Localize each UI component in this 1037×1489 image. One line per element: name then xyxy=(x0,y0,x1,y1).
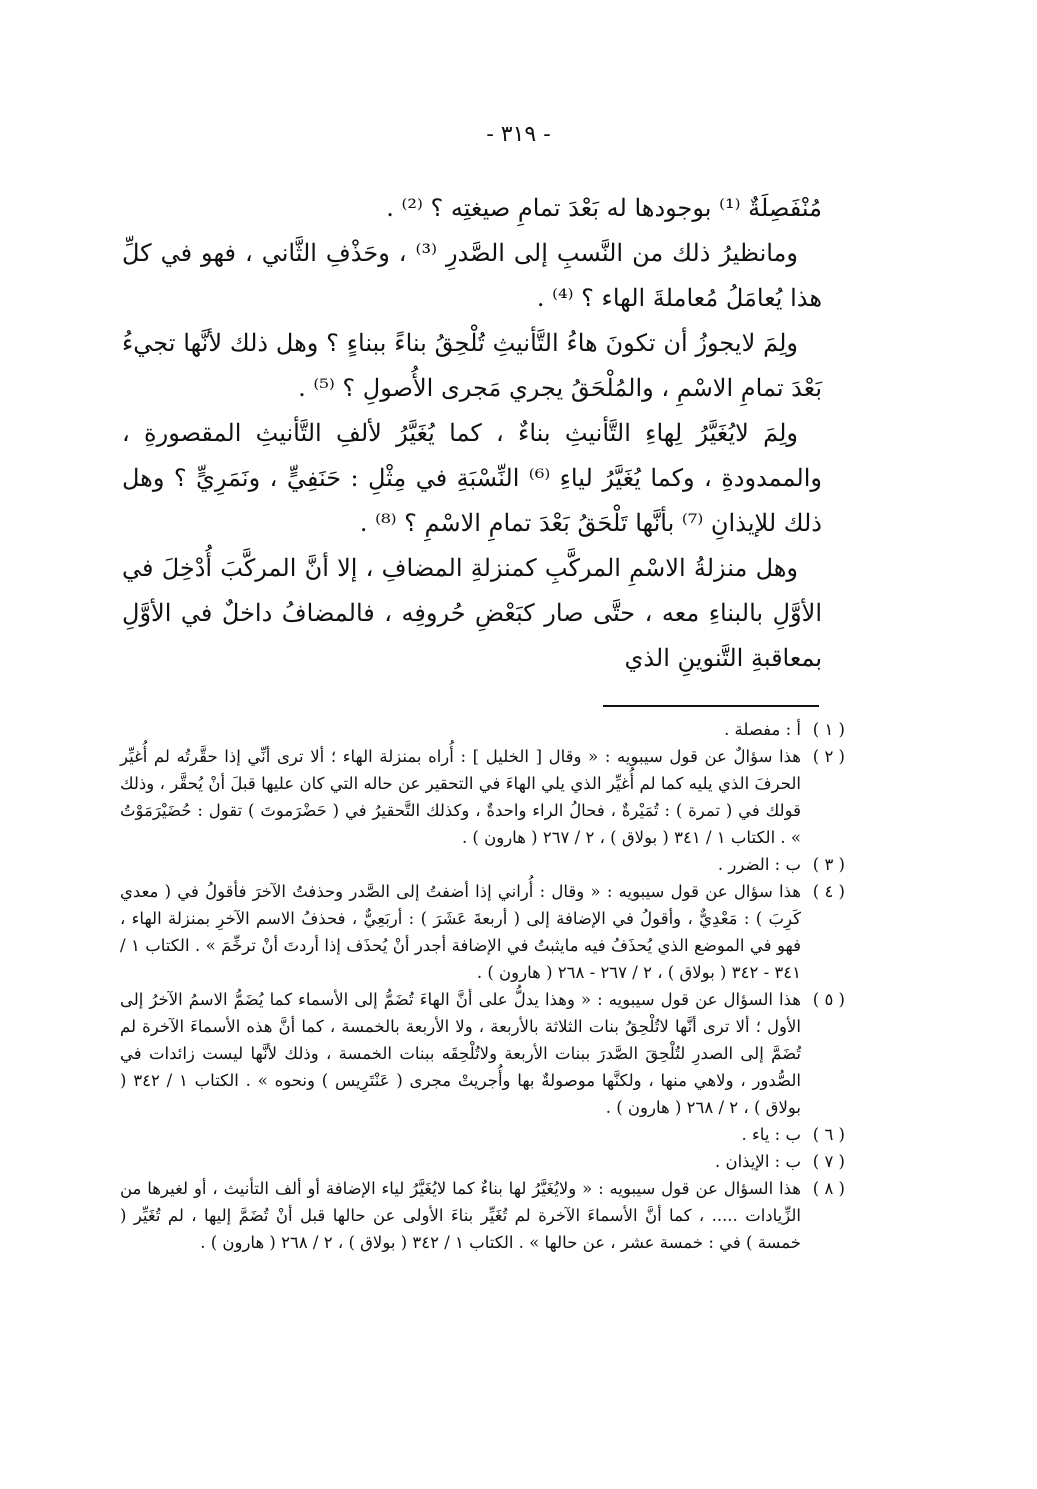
footnote-number: ( ٣ ) xyxy=(812,855,845,874)
footnote-number: ( ٢ ) xyxy=(812,747,845,766)
footnote-text: هذا السؤال عن قول سيبويه : « وهذا يدلُّ على أنَّ الهاءَ تُضَمُّ إلى الأسماء كما يُضَمُّ الاسمُ الآخرُ إلى الأول ؛ ألا ترى أنَّها لاتُلْحِقُ بنات الثلاثة بالأربعة ، ولا الأربعة بالخمسة ، كما أنَّ هذه الأسماءَ الآخرة لم تُضَمَّ إلى الصدرِ لتُلْحِقَ الصَّدرَ ببنات الأربعة ولاتُلْحِقَه ببنات الخمسة ، وذلك لأنَّها ليست زائدات في الصُّدور ، ولاهي منها ، ولكنَّها موصولةٌ بها وأُجريتْ مجرى ( عَنْتَرِيس ) ونحوه » . الكتاب ١ / ٣٤٢ ( بولاق ) ، ٢ / ٢٦٨ ( هارون ) . xyxy=(120,990,801,1117)
footnote xyxy=(120,878,845,986)
footnote-divider xyxy=(603,705,819,707)
footnote xyxy=(120,1148,845,1175)
body-paragraph: ولِمَ لايُغَيَّرُ لِهاءِ التَّأنيثِ بناءٌ ، كما يُغَيَّرُ لألفِ التَّأنيثِ المقصورةِ ، والممدودةِ ، وكما يُغَيَّرُ لياءِ ⁽⁶⁾ النِّسْبَةِ في مِثْلِ : حَنَفِيٍّ ، ونَمَرِيٍّ ؟ وهل ذلك للإيذانِ ⁽⁷⁾ بأنَّها تَلْحَقُ بَعْدَ تمامِ الاسْمِ ؟ ⁽⁸⁾ . xyxy=(122,419,822,537)
footnote-text: ب : الإيذان . xyxy=(714,1152,801,1171)
footnote xyxy=(120,716,845,743)
footnote xyxy=(120,743,845,851)
footnote-text: هذا سؤال عن قول سيبويه : « وقال : أُراني إذا أضفتُ إلى الصَّدر وحذفتُ الآخرَ فأقولُ في ( معدي كَرِبَ ) : مَعْدِيٌّ ، وأقولُ في الإضافة إلى ( أربعةَ عَشَرَ ) : أربَعِيٌّ ، فحذفُ الاسم الآخرِ بمنزلة الهاء ، فهو في الموضع الذي يُحذَفُ فيه مايثبتُ في الإضافة أجدر أنْ يُحذَف إذا أردتَ أنْ ترخِّمَ » . الكتاب ١ / ٣٤١ - ٣٤٢ ( بولاق ) ، ٢ / ٢٦٧ - ٢٦٨ ( هارون ) . xyxy=(120,882,801,982)
page-number: - ٣١٩ - xyxy=(486,122,551,147)
footnote-number: ( ٥ ) xyxy=(812,990,845,1009)
body-paragraph: وهل منزلةُ الاسْمِ المركَّبِ كمنزلةِ المضافِ ، إلا أنَّ المركَّبَ أُدْخِلَ في الأوَّلِ بالبناءِ معه ، حتَّى صار كبَعْضِ حُروفِه ، فالمضافُ داخلٌ في الأوَّلِ بمعاقبةِ التَّنوينِ الذي xyxy=(122,554,822,672)
footnote-number: ( ٦ ) xyxy=(812,1125,845,1144)
body-paragraph: مُنْفَصِلَةٌ ⁽¹⁾ بوجودها له بَعْدَ تمامِ صيغتِه ؟ ⁽²⁾ . xyxy=(386,194,822,222)
footnote xyxy=(120,851,845,878)
footnote-number: ( ٧ ) xyxy=(812,1152,845,1171)
main-text xyxy=(122,186,822,681)
footnote-text: هذا سؤالٌ عن قول سيبويه : « وقال [ الخليل ] : أُراه بمنزلة الهاء ؛ ألا ترى أنِّي إذا حقَّرتُه لم أُغيِّر الحرفَ الذي يليه كما لم أُغيِّر الذي يلي الهاءَ في التحقير عن حاله التي كان عليها قبلَ أنْ يُحقَّر ، وذلك قولك في ( تمرة ) : تُمَيْرةٌ ، فحالُ الراء واحدةٌ ، وكذلك التَّحقيرُ في ( حَضْرَموتَ ) تقول : حُضَيْرَمَوْتُ » . الكتاب ١ / ٣٤١ ( بولاق ) ، ٢ / ٢٦٧ ( هارون ) . xyxy=(120,747,801,847)
footnote xyxy=(120,986,845,1121)
body-paragraph: ولِمَ لايجوزُ أن تكونَ هاءُ التَّأنيثِ تُلْحِقُ بناءً ببناءٍ ؟ وهل ذلك لأنَّها تجيءُ بَعْدَ تمامِ الاسْمِ ، والمُلْحَقُ يجري مَجرى الأُصولِ ؟ ⁽⁵⁾ . xyxy=(122,329,822,402)
body-paragraph: ومانظيرُ ذلك من النَّسبِ إلى الصَّدرِ ⁽³⁾ ، وحَذْفِ الثَّاني ، فهو في كلِّ هذا يُعامَلُ مُعاملةَ الهاء ؟ ⁽⁴⁾ . xyxy=(122,239,822,312)
footnote-text: ب : ياء . xyxy=(741,1125,801,1144)
footnotes xyxy=(120,716,845,1256)
footnote xyxy=(120,1175,845,1256)
footnote xyxy=(120,1121,845,1148)
footnote-number: ( ٤ ) xyxy=(812,882,845,901)
footnote-number: ( ٨ ) xyxy=(812,1179,845,1198)
footnote-text: أ : مفصلة . xyxy=(724,720,801,739)
footnote-number: ( ١ ) xyxy=(812,720,845,739)
footnote-text: هذا السؤال عن قول سيبويه : « ولايُغَيَّرُ لها بناءٌ كما لايُغَيَّرُ لياء الإضافة أو ألف التأنيث ، أو لغيرها من الزِّيادات ..... ، كما أنَّ الأسماءَ الآخرة لم تُغَيِّر بناءَ الأولى عن حالها قبل أنْ تُضَمَّ إليها ، لم تُغَيِّر ( خمسة ) في : خمسة عشر ، عن حالها » . الكتاب ١ / ٣٤٢ ( بولاق ) ، ٢ / ٢٦٨ ( هارون ) . xyxy=(120,1179,801,1252)
footnote-text: ب : الضرر . xyxy=(717,855,801,874)
